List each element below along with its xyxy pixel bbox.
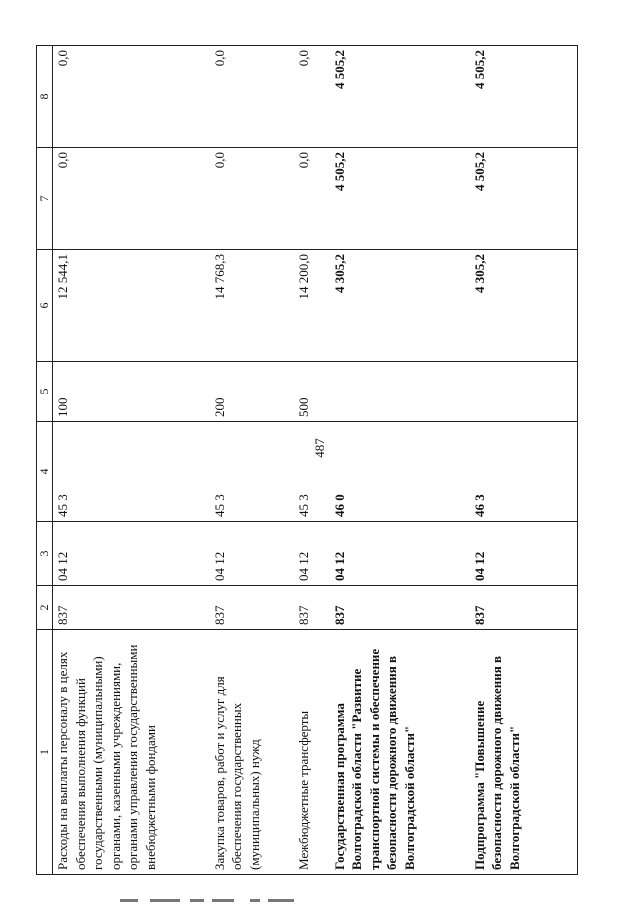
column-header: 3 — [37, 522, 53, 586]
expense-name: Закупка товаров, работ и услуг для обеспечения государственных (муниципальных) нужд — [210, 630, 294, 875]
section-code: 04 12 — [53, 522, 210, 586]
target-article-code: 46 0 — [330, 422, 470, 522]
table-row — [53, 46, 210, 875]
section-code: 04 12 — [470, 522, 578, 586]
rotated-page-content — [36, 46, 578, 875]
amount-year-2: 0,0 — [210, 148, 294, 250]
table-row — [330, 46, 470, 875]
amount-year-3: 0,0 — [294, 46, 330, 148]
amount-year-1: 4 305,2 — [330, 250, 470, 362]
scan-edge-marks — [0, 895, 640, 905]
expense-name: Межбюджетные трансферты — [294, 630, 330, 875]
expense-type-code — [470, 362, 578, 422]
target-article-code: 45 3 — [294, 422, 330, 522]
section-code: 04 12 — [294, 522, 330, 586]
column-header: 5 — [37, 362, 53, 422]
ministry-code: 837 — [210, 586, 294, 630]
column-header: 4 — [37, 422, 53, 522]
target-article-code: 45 3 — [210, 422, 294, 522]
target-article-code: 46 3 — [470, 422, 578, 522]
ministry-code: 837 — [330, 586, 470, 630]
header-row — [37, 46, 53, 875]
table-row — [470, 46, 578, 875]
column-header: 1 — [37, 630, 53, 875]
amount-year-2: 0,0 — [53, 148, 210, 250]
expense-type-code: 500 — [294, 362, 330, 422]
amount-year-1: 14 200,0 — [294, 250, 330, 362]
amount-year-3: 0,0 — [210, 46, 294, 148]
column-header: 8 — [37, 46, 53, 148]
table-row — [294, 46, 330, 875]
column-header: 2 — [37, 586, 53, 630]
amount-year-3: 4 505,2 — [470, 46, 578, 148]
amount-year-1: 12 544,1 — [53, 250, 210, 362]
expense-name: Подпрограмма "Повышение безопасности дорожного движения в Волгоградской области" — [470, 630, 578, 875]
section-code: 04 12 — [330, 522, 470, 586]
amount-year-3: 0,0 — [53, 46, 210, 148]
expense-name: Государственная программа Волгоградской области "Развитие транспортной системы и обеспечение безопасности дорожного движения в Волгоградской области" — [330, 630, 470, 875]
expense-type-code: 100 — [53, 362, 210, 422]
column-header: 7 — [37, 148, 53, 250]
expense-type-code — [330, 362, 470, 422]
ministry-code: 837 — [294, 586, 330, 630]
amount-year-2: 0,0 — [294, 148, 330, 250]
amount-year-2: 4 505,2 — [330, 148, 470, 250]
budget-table — [36, 45, 578, 875]
column-header: 6 — [37, 250, 53, 362]
amount-year-2: 4 505,2 — [470, 148, 578, 250]
amount-year-1: 4 305,2 — [470, 250, 578, 362]
page-number: 487 — [312, 438, 327, 458]
section-code: 04 12 — [210, 522, 294, 586]
table-row — [210, 46, 294, 875]
ministry-code: 837 — [53, 586, 210, 630]
amount-year-3: 4 505,2 — [330, 46, 470, 148]
target-article-code: 45 3 — [53, 422, 210, 522]
expense-name: Расходы на выплаты персоналу в целях обеспечения выполнения функций государственными (муниципальными) органами, казенными учреждениями, органами управления государственными внебюджетными фондами — [53, 630, 210, 875]
amount-year-1: 14 768,3 — [210, 250, 294, 362]
expense-type-code: 200 — [210, 362, 294, 422]
ministry-code: 837 — [470, 586, 578, 630]
